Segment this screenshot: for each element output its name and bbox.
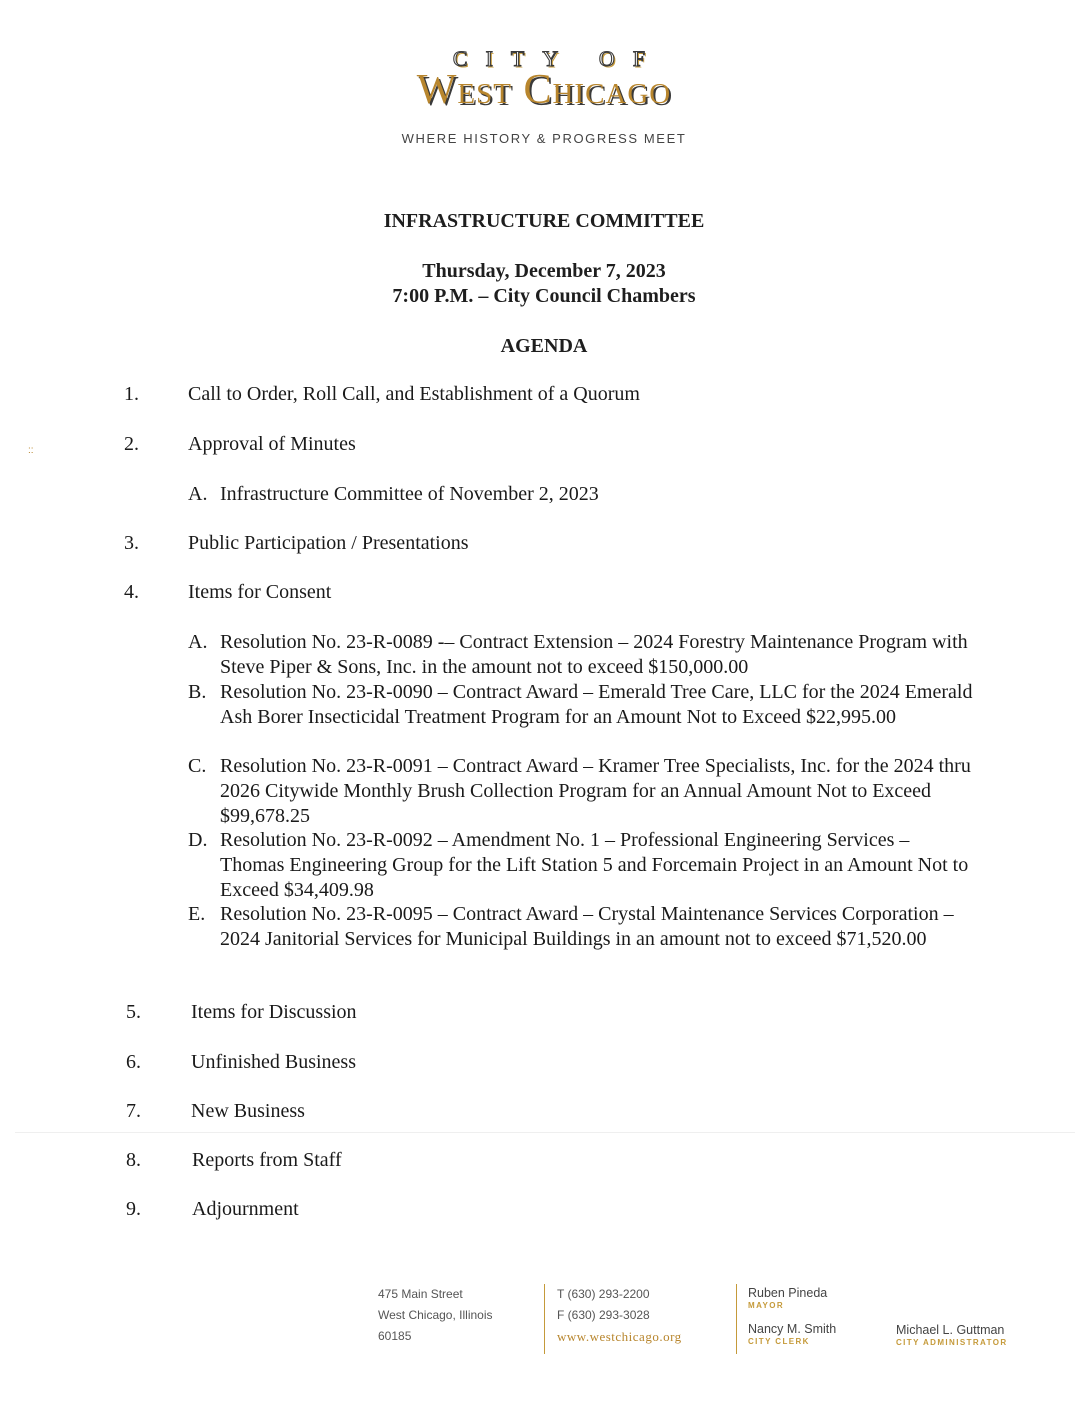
clerk-name: Nancy M. Smith [748, 1322, 837, 1336]
footer-clerk [748, 1322, 836, 1346]
agenda-item-reports-from-staff: Reports from Staff [192, 1149, 342, 1171]
administrator-title: CITY ADMINISTRATOR [896, 1338, 1008, 1347]
agenda-item-unfinished-business: Unfinished Business [191, 1051, 356, 1073]
consent-item-letter: A. [188, 631, 208, 653]
letterhead-tagline: WHERE HISTORY & PROGRESS MEET [401, 131, 687, 146]
consent-item-a [188, 630, 978, 680]
consent-item-c [188, 754, 978, 828]
footer-fax: F (630) 293-3028 [557, 1308, 650, 1322]
agenda-item-discussion: Items for Discussion [191, 1001, 357, 1023]
administrator-name: Michael L. Guttman [896, 1323, 1005, 1337]
address-zip: 60185 [378, 1329, 412, 1343]
agenda-item-number: 5. [126, 1001, 141, 1023]
footer-divider [544, 1284, 545, 1354]
consent-item-text: Resolution No. 23-R-0095 – Contract Award – Crystal Maintenance Services Corporation – 2024 Janitorial Services for Municipal Buildings in an amount not to exceed $71,520.00 [220, 903, 954, 950]
agenda-item-new-business: New Business [191, 1100, 305, 1122]
agenda-item-adjournment: Adjournment [192, 1198, 299, 1220]
address-street: 475 Main Street [378, 1287, 463, 1301]
margin-mark: :: [28, 445, 34, 456]
mayor-title: MAYOR [748, 1301, 785, 1310]
consent-item-letter: B. [188, 681, 207, 703]
agenda-item-number: 7. [126, 1100, 141, 1122]
logo-city-name: West Chicago [416, 67, 672, 113]
footer-phone: T (630) 293-2200 [557, 1287, 650, 1301]
agenda-item-number: 4. [124, 581, 139, 603]
agenda-item-number: 8. [126, 1149, 141, 1171]
agenda-item-number: 2. [124, 433, 139, 455]
agenda-item-number: 9. [126, 1198, 141, 1220]
consent-item-letter: D. [188, 829, 208, 851]
footer-website-link[interactable]: www.westchicago.org [557, 1329, 682, 1344]
agenda-item-items-for-consent: Items for Consent [188, 581, 332, 603]
footer-mayor [748, 1286, 827, 1310]
consent-item-d [188, 828, 978, 902]
consent-item-text: Resolution No. 23-R-0092 – Amendment No. 1 – Professional Engineering Services – Thomas Engineering Group for the Lift Station 5 and Forcemain Project in an Amount Not to Exceed $34,409.98 [220, 829, 969, 901]
logo-city-of: CITY OF [452, 46, 664, 71]
consent-item-b [188, 680, 978, 730]
agenda-item-approval-of-minutes: Approval of Minutes [188, 433, 356, 455]
consent-item-text: Resolution No. 23-R-0089 -– Contract Extension – 2024 Forestry Maintenance Program with Steve Piper & Sons, Inc. in the amount not to exceed $150,000.00 [220, 631, 968, 678]
mayor-name: Ruben Pineda [748, 1286, 828, 1300]
consent-item-e [188, 902, 978, 952]
consent-item-text: Resolution No. 23-R-0091 – Contract Award – Kramer Tree Specialists, Inc. for the 2024 thru 2026 Citywide Monthly Brush Collection Program for an Annual Amount Not to Exceed $99,678.25 [220, 755, 971, 827]
footer-contact [557, 1284, 682, 1347]
meeting-date: Thursday, December 7, 2023 [422, 260, 666, 282]
agenda-item-call-to-order: Call to Order, Roll Call, and Establishment of a Quorum [188, 383, 640, 405]
agenda-item-number: 1. [124, 383, 139, 405]
agenda-item-public-participation: Public Participation / Presentations [188, 532, 469, 554]
footer-address [378, 1284, 493, 1347]
minutes-subitem [188, 482, 978, 507]
agenda-item-number: 3. [124, 532, 139, 554]
agenda-item-number: 6. [126, 1051, 141, 1073]
clerk-title: CITY CLERK [748, 1337, 810, 1346]
subitem-letter: A. [188, 483, 208, 505]
committee-title: INFRASTRUCTURE COMMITTEE [383, 210, 705, 232]
agenda-heading: AGENDA [500, 335, 588, 357]
consent-item-letter: C. [188, 755, 207, 777]
subitem-text: Infrastructure Committee of November 2, 2023 [220, 483, 599, 505]
consent-item-text: Resolution No. 23-R-0090 – Contract Award – Emerald Tree Care, LLC for the 2024 Emerald Ash Borer Insecticidal Treatment Program for an Amount Not to Exceed $22,995.00 [220, 681, 973, 728]
address-city: West Chicago, Illinois [378, 1308, 493, 1322]
page-divider [15, 1132, 1075, 1133]
footer-administrator [896, 1323, 1008, 1347]
meeting-time-place: 7:00 P.M. – City Council Chambers [392, 285, 696, 307]
consent-item-letter: E. [188, 903, 206, 925]
footer-divider [736, 1284, 737, 1354]
